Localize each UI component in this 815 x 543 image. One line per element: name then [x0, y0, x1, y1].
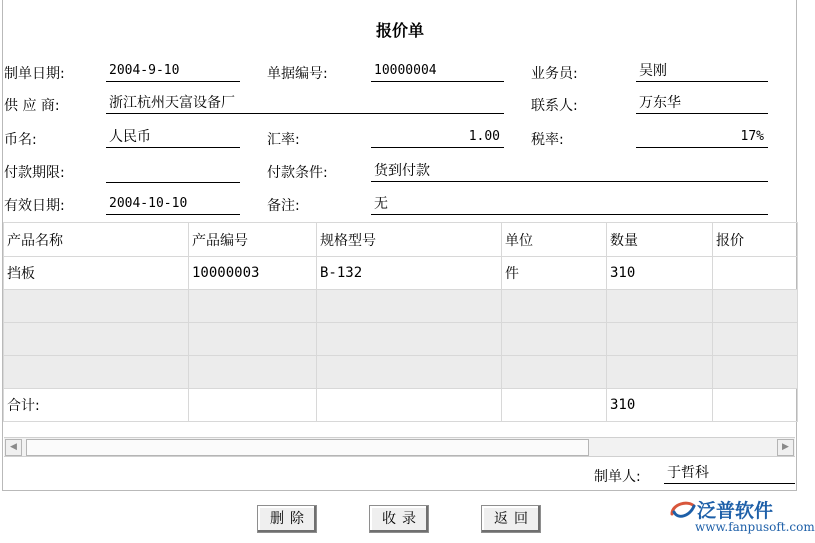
paycond-field[interactable]: 货到付款	[371, 162, 768, 182]
valid-field[interactable]: 2004-10-10	[106, 195, 240, 215]
maker-field[interactable]: 于哲科	[664, 464, 795, 484]
horizontal-scrollbar[interactable]	[4, 437, 795, 457]
contact-field[interactable]: 万东华	[636, 94, 768, 114]
table-row-empty[interactable]	[4, 356, 798, 389]
paycond-label: 付款条件:	[267, 165, 328, 181]
col-header-name: 产品名称	[4, 223, 189, 257]
col-header-unit: 单位	[502, 223, 607, 257]
record-button[interactable]: 收录	[369, 505, 429, 533]
supplier-field[interactable]: 浙江杭州天富设备厂	[106, 94, 504, 114]
brand-name: 泛普软件	[697, 500, 774, 522]
scrollbar-thumb[interactable]	[26, 439, 589, 456]
col-header-code: 产品编号	[189, 223, 317, 257]
tax-label: 税率:	[531, 132, 564, 148]
salesman-label: 业务员:	[531, 66, 578, 82]
table-row-empty[interactable]	[4, 323, 798, 356]
docno-field[interactable]: 10000004	[371, 62, 504, 82]
currency-label: 币名:	[4, 132, 37, 148]
table-header-row	[4, 223, 798, 257]
date-label: 制单日期:	[4, 66, 65, 82]
col-header-spec: 规格型号	[317, 223, 502, 257]
tax-field[interactable]: 17%	[636, 128, 768, 148]
table-row[interactable]	[4, 257, 798, 290]
scroll-right-icon[interactable]: ▶	[777, 439, 794, 456]
payterm-field[interactable]	[106, 163, 240, 183]
supplier-label: 供 应 商:	[4, 98, 60, 114]
cell-name[interactable]: 挡板	[4, 257, 189, 290]
col-header-qty: 数量	[607, 223, 713, 257]
cell-spec[interactable]: B-132	[317, 257, 502, 290]
brand-swirl-icon	[668, 498, 698, 522]
total-qty: 310	[607, 389, 713, 422]
brand-url: www.fanpusoft.com	[695, 520, 815, 534]
back-button[interactable]: 返回	[481, 505, 541, 533]
rate-field[interactable]: 1.00	[371, 128, 504, 148]
form-title: 报价单	[375, 21, 424, 40]
delete-button[interactable]: 删除	[257, 505, 317, 533]
cell-price[interactable]	[713, 257, 798, 290]
remark-label: 备注:	[267, 198, 300, 214]
rate-label: 汇率:	[267, 132, 300, 148]
table-row-empty[interactable]	[4, 290, 798, 323]
total-label: 合计:	[4, 389, 189, 422]
currency-field[interactable]: 人民币	[106, 128, 240, 148]
table-total-row	[4, 389, 798, 422]
docno-label: 单据编号:	[267, 66, 328, 82]
maker-label: 制单人:	[594, 469, 641, 485]
cell-unit[interactable]: 件	[502, 257, 607, 290]
cell-qty[interactable]: 310	[607, 257, 713, 290]
product-table	[3, 222, 798, 422]
date-field[interactable]: 2004-9-10	[106, 62, 240, 82]
contact-label: 联系人:	[531, 98, 578, 114]
remark-field[interactable]: 无	[371, 195, 768, 215]
col-header-price: 报价	[713, 223, 798, 257]
cell-code[interactable]: 10000003	[189, 257, 317, 290]
scroll-left-icon[interactable]: ◀	[5, 439, 22, 456]
valid-label: 有效日期:	[4, 198, 65, 214]
payterm-label: 付款期限:	[4, 165, 65, 181]
brand-logo	[668, 496, 815, 538]
salesman-field[interactable]: 吴刚	[636, 62, 768, 82]
